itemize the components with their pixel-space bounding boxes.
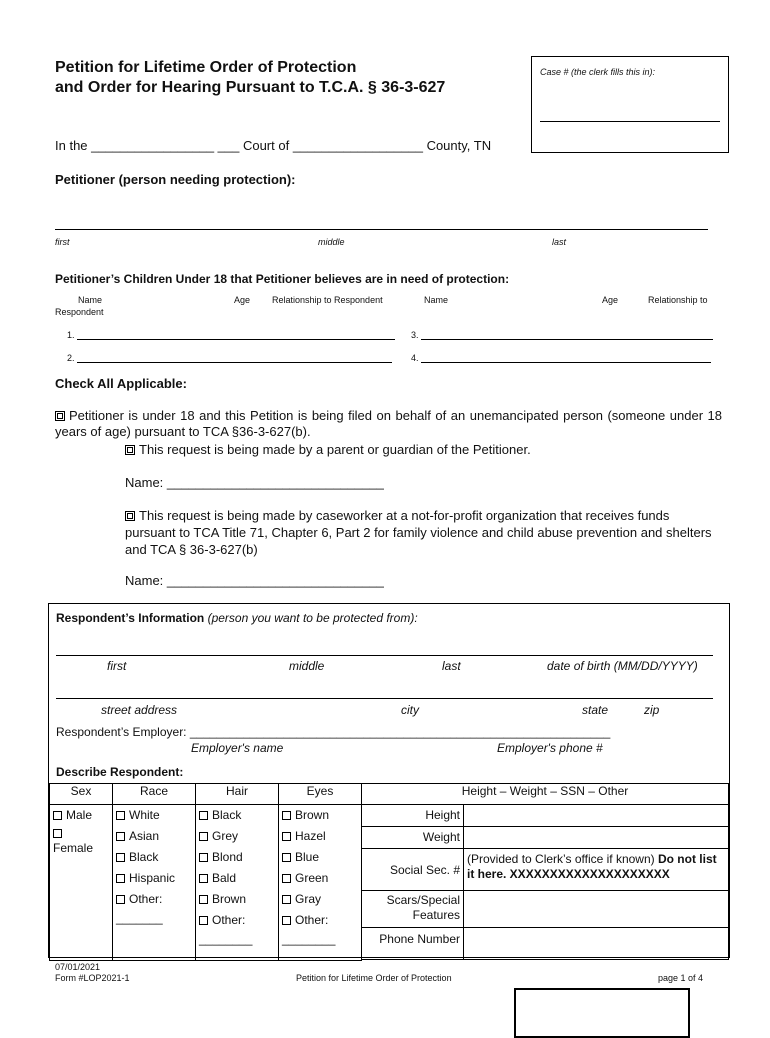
minor-option-text: Petitioner is under 18 and this Petition is being filed on behalf of an unemancipated person (someone under 18 years of age) pursuant to TCA §36-3-627(b). bbox=[55, 408, 722, 439]
scars-label: Scars/Special Features bbox=[362, 891, 464, 928]
checkbox-icon bbox=[116, 853, 125, 862]
eyes-other-label: Other: bbox=[295, 913, 329, 927]
race-black-label: Black bbox=[129, 850, 159, 864]
minor-checkbox[interactable] bbox=[55, 411, 65, 421]
phone-label: Phone Number bbox=[362, 928, 464, 960]
petitioner-name-line[interactable] bbox=[55, 229, 708, 230]
caseworker-option-text: This request is being made by caseworker at a not-for-profit organization that receives funds pursuant to TCA Title 71, Chapter 6, Part 2 for family violence and child abuse prevention and shelters and TCA § 36-3-627(b) bbox=[125, 508, 712, 557]
child-4-number: 4. bbox=[411, 353, 419, 363]
checkbox-icon bbox=[282, 811, 291, 820]
ssn-note-warning: Do not list it here. XXXXXXXXXXXXXXXXXXXX bbox=[467, 852, 717, 881]
checkbox-icon bbox=[199, 916, 208, 925]
describe-table bbox=[49, 783, 729, 961]
checkbox-icon bbox=[116, 895, 125, 904]
respondent-last-label: last bbox=[442, 659, 461, 673]
eyes-other[interactable] bbox=[282, 910, 358, 931]
describe-heading: Describe Respondent: bbox=[56, 765, 184, 779]
race-other-label: Other: bbox=[129, 892, 163, 906]
sex-male-label: Male bbox=[66, 808, 93, 822]
sex-male[interactable] bbox=[53, 805, 109, 826]
weight-field[interactable] bbox=[464, 827, 729, 849]
petitioner-heading: Petitioner (person needing protection): bbox=[55, 172, 296, 187]
phone-field[interactable] bbox=[464, 928, 729, 960]
eyes-cell bbox=[279, 805, 362, 961]
race-asian[interactable] bbox=[116, 826, 192, 847]
child-2-number: 2. bbox=[67, 353, 75, 363]
respondent-heading-italic: (person you want to be protected from): bbox=[204, 611, 418, 625]
case-number-line bbox=[540, 121, 720, 122]
title-line-1: Petition for Lifetime Order of Protection bbox=[55, 59, 357, 76]
respondent-heading-bold: Respondent’s Information bbox=[56, 611, 205, 625]
caseworker-name-field[interactable]: Name: ______________________________ bbox=[125, 573, 384, 588]
petitioner-first-label: first bbox=[55, 237, 70, 247]
minor-option bbox=[55, 408, 722, 440]
parent-checkbox[interactable] bbox=[125, 445, 135, 455]
child-3-number: 3. bbox=[411, 330, 419, 340]
footer-form: Form #LOP2021-1 bbox=[55, 973, 130, 983]
eyes-gray-label: Gray bbox=[295, 892, 322, 906]
hair-other-label: Other: bbox=[212, 913, 246, 927]
hair-black[interactable] bbox=[199, 805, 275, 826]
hair-header: Hair bbox=[196, 784, 279, 805]
eyes-hazel[interactable] bbox=[282, 826, 358, 847]
hair-black-label: Black bbox=[212, 808, 242, 822]
hair-grey-label: Grey bbox=[212, 829, 239, 843]
eyes-brown[interactable] bbox=[282, 805, 358, 826]
checkbox-icon bbox=[282, 874, 291, 883]
scars-field[interactable] bbox=[464, 891, 729, 928]
zip-label: zip bbox=[644, 703, 660, 717]
race-other-line[interactable]: _______ bbox=[116, 911, 163, 925]
parent-option-text: This request is being made by a parent or guardian of the Petitioner. bbox=[139, 442, 531, 457]
state-label: state bbox=[582, 703, 609, 717]
sex-cell bbox=[50, 805, 113, 961]
hair-bald-label: Bald bbox=[212, 871, 237, 885]
respondent-dob-label: date of birth (MM/DD/YYYY) bbox=[547, 659, 698, 673]
checkbox-icon bbox=[282, 916, 291, 925]
child-1-number: 1. bbox=[67, 330, 75, 340]
footer-page: page 1 of 4 bbox=[658, 973, 704, 983]
street-label: street address bbox=[101, 703, 178, 717]
checkbox-icon bbox=[282, 853, 291, 862]
weight-label: Weight bbox=[362, 827, 464, 849]
eyes-gray[interactable] bbox=[282, 889, 358, 910]
sex-female[interactable] bbox=[53, 826, 109, 856]
eyes-blue-label: Blue bbox=[295, 850, 320, 864]
ssn-note-text: (Provided to Clerk’s office if known) bbox=[467, 852, 658, 866]
checkbox-icon bbox=[282, 832, 291, 841]
parent-name-field[interactable]: Name: ______________________________ bbox=[125, 475, 384, 490]
ssn-note bbox=[464, 849, 729, 891]
petitioner-last-label: last bbox=[552, 237, 567, 247]
child-4-line[interactable] bbox=[421, 362, 711, 363]
hair-brown-label: Brown bbox=[212, 892, 247, 906]
footer-date: 07/01/2021 bbox=[55, 962, 101, 972]
case-number-box[interactable] bbox=[531, 56, 729, 153]
children-col-name: Name bbox=[78, 295, 103, 305]
race-white-label: White bbox=[129, 808, 160, 822]
children-col-age: Age bbox=[234, 295, 251, 305]
height-field[interactable] bbox=[464, 805, 729, 827]
height-label: Height bbox=[362, 805, 464, 827]
ssn-label: Social Sec. # bbox=[362, 849, 464, 891]
checkbox-icon bbox=[116, 811, 125, 820]
page-title bbox=[55, 58, 445, 98]
respondent-middle-label: middle bbox=[289, 659, 325, 673]
hair-blond[interactable] bbox=[199, 847, 275, 868]
hair-cell bbox=[196, 805, 279, 961]
employer-field[interactable]: Respondent’s Employer: _______________________________________________________________ bbox=[56, 725, 611, 739]
respondent-first-label: first bbox=[107, 659, 127, 673]
checkbox-icon bbox=[199, 895, 208, 904]
caseworker-option bbox=[125, 507, 715, 558]
respondent-name-line[interactable] bbox=[56, 655, 713, 656]
hair-brown[interactable] bbox=[199, 889, 275, 910]
checkbox-icon bbox=[116, 874, 125, 883]
children-col-respondent: Respondent bbox=[55, 307, 104, 317]
eyes-green[interactable] bbox=[282, 868, 358, 889]
bottom-box bbox=[514, 988, 690, 1038]
eyes-brown-label: Brown bbox=[295, 808, 330, 822]
children-col-name-2: Name bbox=[424, 295, 449, 305]
checkbox-icon bbox=[116, 832, 125, 841]
child-3-line[interactable] bbox=[421, 339, 713, 340]
race-white[interactable] bbox=[116, 805, 192, 826]
employer-phone-label: Employer's phone # bbox=[497, 741, 603, 755]
hair-other-line[interactable]: ________ bbox=[199, 932, 253, 946]
checkbox-icon bbox=[199, 853, 208, 862]
children-heading: Petitioner’s Children Under 18 that Petitioner believes are in need of protection: bbox=[55, 272, 510, 286]
eyes-header: Eyes bbox=[279, 784, 362, 805]
city-label: city bbox=[401, 703, 419, 717]
respondent-heading bbox=[56, 611, 418, 625]
title-line-2: and Order for Hearing Pursuant to T.C.A. § 36-3-627 bbox=[55, 79, 446, 96]
table-spacer bbox=[362, 960, 729, 961]
employer-name-label: Employer's name bbox=[191, 741, 284, 755]
hair-bald[interactable] bbox=[199, 868, 275, 889]
checkbox-icon bbox=[282, 895, 291, 904]
children-col-relationship-2: Relationship to bbox=[648, 295, 708, 305]
children-col-relationship: Relationship to Respondent bbox=[272, 295, 383, 305]
child-1-line[interactable] bbox=[77, 339, 395, 340]
respondent-address-line[interactable] bbox=[56, 698, 713, 699]
case-number-label: Case # (the clerk fills this in): bbox=[540, 67, 656, 77]
petitioner-middle-label: middle bbox=[318, 237, 345, 247]
child-2-line[interactable] bbox=[77, 362, 392, 363]
footer-title: Petition for Lifetime Order of Protection bbox=[296, 973, 452, 983]
other-header: Height – Weight – SSN – Other bbox=[362, 784, 729, 805]
caseworker-checkbox[interactable] bbox=[125, 511, 135, 521]
race-black[interactable] bbox=[116, 847, 192, 868]
race-asian-label: Asian bbox=[129, 829, 160, 843]
eyes-green-label: Green bbox=[295, 871, 329, 885]
hair-other[interactable] bbox=[199, 910, 275, 931]
race-header: Race bbox=[113, 784, 196, 805]
race-hispanic[interactable] bbox=[116, 868, 192, 889]
eyes-other-line[interactable]: ________ bbox=[282, 932, 336, 946]
checkbox-icon bbox=[53, 811, 62, 820]
sex-header: Sex bbox=[50, 784, 113, 805]
parent-option bbox=[125, 442, 531, 457]
checkbox-icon bbox=[199, 811, 208, 820]
checkbox-icon bbox=[199, 832, 208, 841]
race-other[interactable] bbox=[116, 889, 192, 910]
check-heading: Check All Applicable: bbox=[55, 376, 187, 391]
court-line[interactable]: In the _________________ ___ Court of __________________ County, TN bbox=[55, 138, 492, 153]
eyes-hazel-label: Hazel bbox=[295, 829, 326, 843]
race-hispanic-label: Hispanic bbox=[129, 871, 176, 885]
checkbox-icon bbox=[53, 829, 62, 838]
sex-female-label: Female bbox=[53, 841, 94, 855]
children-col-age-2: Age bbox=[602, 295, 619, 305]
race-cell bbox=[113, 805, 196, 961]
eyes-blue[interactable] bbox=[282, 847, 358, 868]
hair-grey[interactable] bbox=[199, 826, 275, 847]
checkbox-icon bbox=[199, 874, 208, 883]
hair-blond-label: Blond bbox=[212, 850, 243, 864]
